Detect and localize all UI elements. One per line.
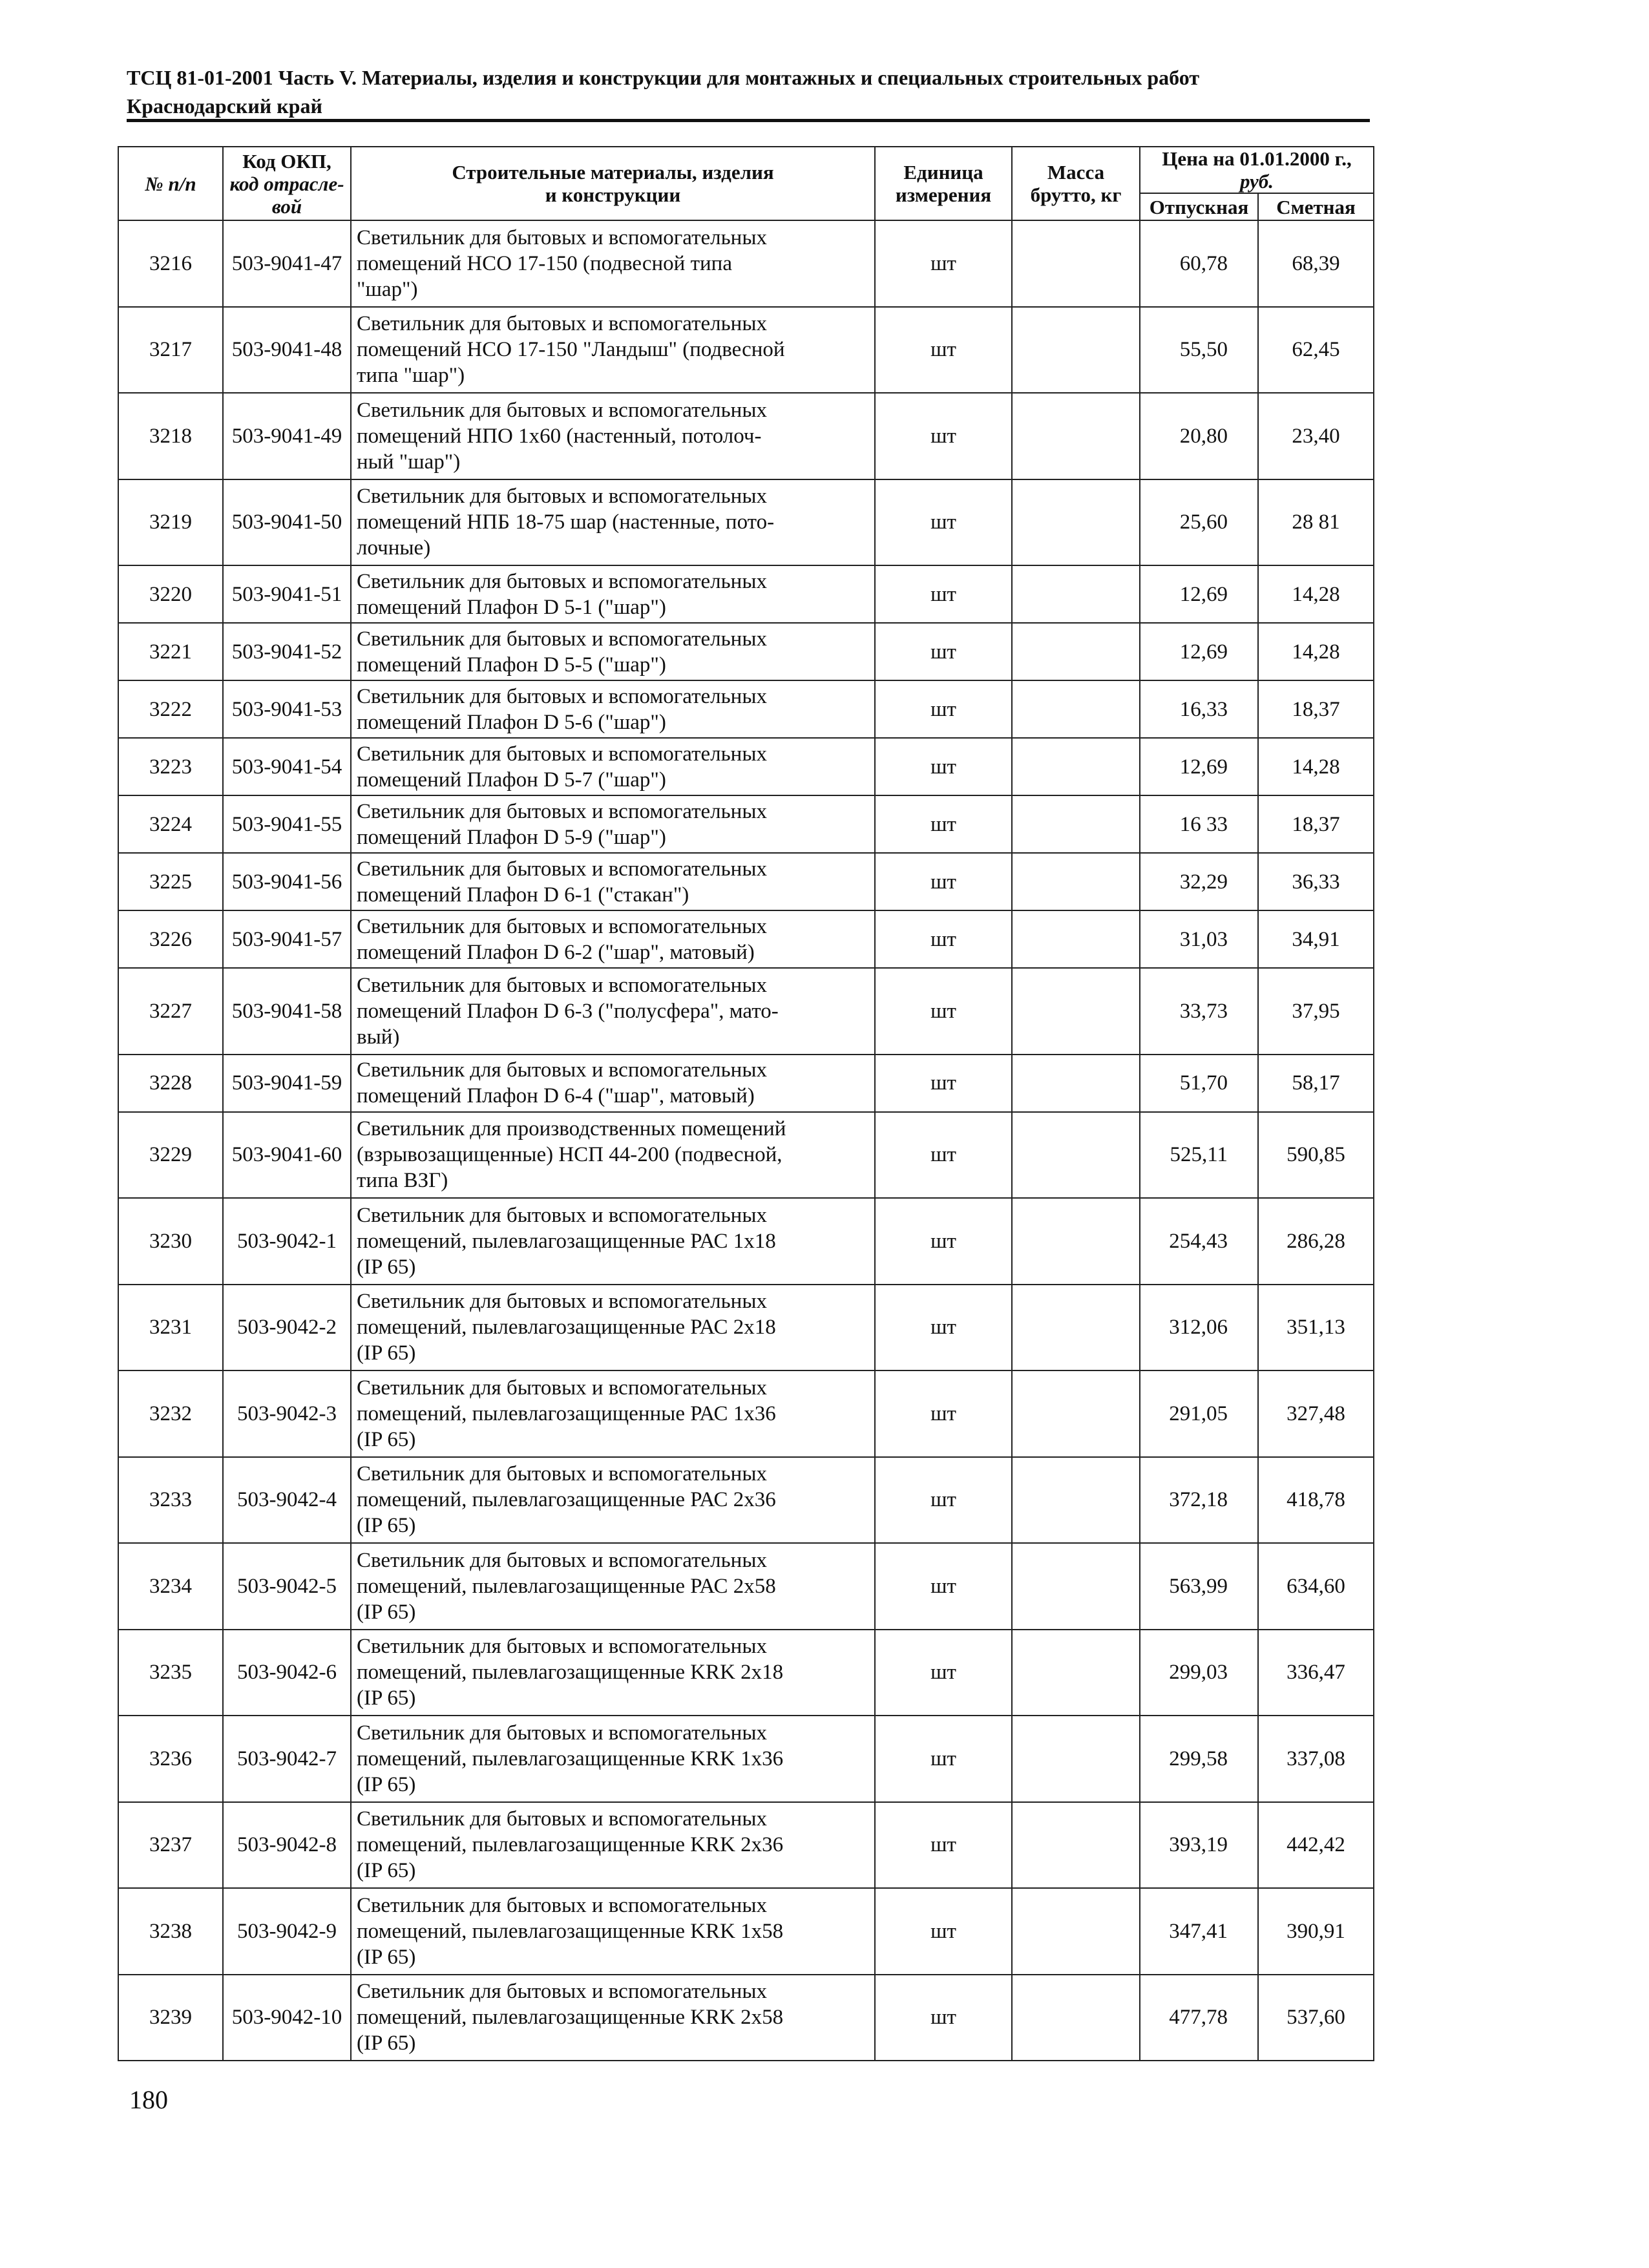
cell-mass [1012, 1112, 1140, 1199]
table-row [118, 1285, 1374, 1371]
cell-num: 3222 [118, 680, 223, 738]
cell-name [351, 1198, 875, 1285]
cell-estimate-price: 14,28 [1258, 623, 1374, 680]
cell-mass [1012, 565, 1140, 623]
cell-name-line: типа ВЗГ) [357, 1169, 448, 1193]
cell-code: 503-9042-2 [223, 1285, 351, 1371]
table-row [118, 680, 1374, 738]
header-rule [127, 119, 1370, 122]
cell-name-line: Светильник для бытовых и вспомогательных [357, 1548, 767, 1572]
cell-code: 503-9041-49 [223, 393, 351, 479]
cell-num: 3235 [118, 1630, 223, 1716]
cell-unit: шт [875, 738, 1012, 795]
cell-unit: шт [875, 1285, 1012, 1371]
cell-code: 503-9041-47 [223, 220, 351, 307]
table-row [118, 1888, 1374, 1975]
cell-name [351, 1285, 875, 1371]
cell-name-line: помещений, пылевлагозащищенные РАС 2х18 [357, 1316, 776, 1339]
cell-code: 503-9041-57 [223, 910, 351, 968]
cell-name [351, 1112, 875, 1199]
cell-code: 503-9041-50 [223, 479, 351, 566]
cell-mass [1012, 1457, 1140, 1544]
cell-name-line: помещений Плафон D 5-9 ("шар") [357, 825, 666, 849]
cell-num: 3234 [118, 1543, 223, 1630]
cell-unit: шт [875, 795, 1012, 853]
col-header-mass-line1: Масса [1047, 161, 1105, 184]
table-row [118, 1370, 1374, 1457]
cell-code: 503-9041-48 [223, 307, 351, 394]
cell-name-line: помещений Плафон D 6-2 ("шар", матовый) [357, 940, 755, 964]
table-row [118, 853, 1374, 910]
cell-mass [1012, 738, 1140, 795]
cell-name-line: Светильник для бытовых и вспомогательных [357, 1721, 767, 1745]
cell-mass [1012, 853, 1140, 910]
cell-name-line: Светильник для бытовых и вспомогательных [357, 1058, 767, 1082]
cell-name-line: Светильник для бытовых и вспомогательных [357, 1462, 767, 1486]
cell-name-line: помещений Плафон D 6-4 ("шар", матовый) [357, 1084, 755, 1108]
cell-code: 503-9042-7 [223, 1716, 351, 1802]
table-row [118, 1802, 1374, 1889]
cell-name [351, 795, 875, 853]
cell-mass [1012, 1285, 1140, 1371]
table-row [118, 968, 1374, 1055]
table-row [118, 623, 1374, 680]
cell-name-line: Светильник для бытовых и вспомогательных [357, 1807, 767, 1831]
cell-unit: шт [875, 1198, 1012, 1285]
col-header-unit-line2: измерения [895, 184, 992, 206]
col-header-code-line1: Код ОКП, [242, 149, 331, 173]
cell-num: 3238 [118, 1888, 223, 1975]
cell-code: 503-9041-56 [223, 853, 351, 910]
cell-estimate-price: 590,85 [1258, 1112, 1374, 1199]
cell-estimate-price: 37,95 [1258, 968, 1374, 1055]
cell-unit: шт [875, 853, 1012, 910]
table-body [118, 220, 1374, 2061]
cell-release-price: 60,78 [1140, 220, 1258, 307]
cell-code: 503-9041-58 [223, 968, 351, 1055]
cell-name [351, 1802, 875, 1889]
col-header-code [223, 147, 351, 220]
cell-estimate-price: 18,37 [1258, 680, 1374, 738]
cell-name-line: лочные) [357, 536, 431, 560]
cell-code: 503-9041-54 [223, 738, 351, 795]
table-row [118, 393, 1374, 479]
cell-mass [1012, 1888, 1140, 1975]
cell-name-line: помещений Плафон D 6-3 ("полусфера", мато- [357, 999, 779, 1023]
cell-num: 3233 [118, 1457, 223, 1544]
cell-name-line: помещений Плафон D 5-7 ("шар") [357, 768, 666, 792]
cell-num: 3221 [118, 623, 223, 680]
col-header-code-line3: вой [271, 194, 302, 218]
cell-estimate-price: 18,37 [1258, 795, 1374, 853]
col-header-release: Отпускная [1140, 193, 1258, 220]
cell-name [351, 623, 875, 680]
table-row [118, 1975, 1374, 2061]
col-header-unit [875, 147, 1012, 220]
cell-estimate-price: 337,08 [1258, 1716, 1374, 1802]
col-header-estimate: Сметная [1258, 193, 1374, 220]
cell-mass [1012, 307, 1140, 394]
cell-release-price: 477,78 [1140, 1975, 1258, 2061]
cell-name-line: Светильник для бытовых и вспомогательных [357, 1635, 767, 1659]
table-row [118, 1457, 1374, 1544]
cell-release-price: 393,19 [1140, 1802, 1258, 1889]
table-row [118, 910, 1374, 968]
cell-name-line: помещений НСО 17-150 "Ландыш" (подвесной [357, 338, 785, 362]
col-header-code-line2: код отрасле- [229, 172, 344, 195]
cell-unit: шт [875, 968, 1012, 1055]
table-row [118, 1543, 1374, 1630]
cell-name [351, 1370, 875, 1457]
cell-num: 3223 [118, 738, 223, 795]
cell-name-line: (IP 65) [357, 1255, 416, 1279]
cell-estimate-price: 537,60 [1258, 1975, 1374, 2061]
cell-estimate-price: 336,47 [1258, 1630, 1374, 1716]
header-region: Краснодарский край [127, 94, 322, 118]
page-number: 180 [129, 2085, 168, 2114]
document-header [127, 63, 1367, 120]
cell-release-price: 55,50 [1140, 307, 1258, 394]
cell-name-line: Светильник для бытовых и вспомогательных [357, 799, 767, 823]
cell-release-price: 51,70 [1140, 1055, 1258, 1112]
cell-name-line: Светильник для бытовых и вспомогательных [357, 226, 767, 249]
cell-num: 3224 [118, 795, 223, 853]
cell-name [351, 1888, 875, 1975]
table-row [118, 1112, 1374, 1199]
cell-release-price: 299,58 [1140, 1716, 1258, 1802]
cell-code: 503-9042-5 [223, 1543, 351, 1630]
cell-name [351, 393, 875, 479]
cell-estimate-price: 390,91 [1258, 1888, 1374, 1975]
cell-release-price: 563,99 [1140, 1543, 1258, 1630]
cell-name-line: помещений Плафон D 5-5 ("шар") [357, 653, 666, 677]
col-header-price-line2: руб. [1239, 170, 1274, 193]
cell-unit: шт [875, 1055, 1012, 1112]
cell-unit: шт [875, 307, 1012, 394]
col-header-price [1140, 147, 1374, 193]
cell-name [351, 220, 875, 307]
table-row [118, 1630, 1374, 1716]
cell-mass [1012, 1055, 1140, 1112]
col-header-unit-line1: Единица [903, 161, 983, 184]
cell-num: 3217 [118, 307, 223, 394]
table-row [118, 565, 1374, 623]
cell-code: 503-9042-10 [223, 1975, 351, 2061]
cell-name-line: помещений НПО 1х60 (настенный, потолоч- [357, 424, 762, 448]
cell-estimate-price: 23,40 [1258, 393, 1374, 479]
cell-release-price: 299,03 [1140, 1630, 1258, 1716]
cell-release-price: 12,69 [1140, 738, 1258, 795]
cell-code: 503-9041-52 [223, 623, 351, 680]
cell-estimate-price: 327,48 [1258, 1370, 1374, 1457]
cell-estimate-price: 14,28 [1258, 565, 1374, 623]
cell-unit: шт [875, 680, 1012, 738]
cell-num: 3219 [118, 479, 223, 566]
cell-name-line: помещений, пылевлагозащищенные KRK 2х36 [357, 1833, 784, 1857]
cell-mass [1012, 795, 1140, 853]
cell-name-line: (IP 65) [357, 1427, 416, 1451]
cell-name-line: помещений, пылевлагозащищенные KRK 2х58 [357, 2006, 784, 2030]
cell-name-line: Светильник для бытовых и вспомогательных [357, 1376, 767, 1400]
cell-num: 3228 [118, 1055, 223, 1112]
cell-release-price: 291,05 [1140, 1370, 1258, 1457]
col-header-name-line2: и конструкции [545, 184, 681, 206]
cell-name [351, 968, 875, 1055]
cell-estimate-price: 34,91 [1258, 910, 1374, 968]
cell-unit: шт [875, 1716, 1012, 1802]
cell-name-line: (IP 65) [357, 1514, 416, 1538]
cell-name-line: помещений НПБ 18-75 шар (настенные, пото- [357, 510, 775, 534]
cell-name-line: помещений, пылевлагозащищенные KRK 2х18 [357, 1661, 784, 1685]
header-title: ТСЦ 81-01-2001 Часть V. Материалы, изделия и конструкции для монтажных и специальных строительных работ [127, 66, 1200, 89]
cell-name-line: (IP 65) [357, 1945, 416, 1969]
cell-name-line: (взрывозащищенные) НСП 44-200 (подвесной, [357, 1143, 782, 1167]
cell-name-line: помещений, пылевлагозащищенные РАС 1х36 [357, 1402, 776, 1425]
cell-name-line: помещений, пылевлагозащищенные РАС 2х58 [357, 1574, 776, 1598]
cell-mass [1012, 479, 1140, 566]
cell-code: 503-9041-60 [223, 1112, 351, 1199]
cell-name-line: типа "шар") [357, 364, 465, 388]
col-header-name-line1: Строительные материалы, изделия [452, 161, 774, 184]
cell-name-line: Светильник для бытовых и вспомогательных [357, 1893, 767, 1917]
cell-name-line: помещений, пылевлагозащищенные РАС 2х36 [357, 1488, 776, 1512]
cell-name [351, 1457, 875, 1544]
cell-num: 3237 [118, 1802, 223, 1889]
cell-num: 3231 [118, 1285, 223, 1371]
cell-estimate-price: 14,28 [1258, 738, 1374, 795]
cell-release-price: 33,73 [1140, 968, 1258, 1055]
cell-name-line: помещений Плафон D 5-1 ("шар") [357, 595, 666, 619]
cell-code: 503-9041-53 [223, 680, 351, 738]
cell-mass [1012, 1630, 1140, 1716]
cell-num: 3232 [118, 1370, 223, 1457]
cell-num: 3218 [118, 393, 223, 479]
cell-num: 3220 [118, 565, 223, 623]
cell-unit: шт [875, 623, 1012, 680]
cell-code: 503-9042-4 [223, 1457, 351, 1544]
cell-estimate-price: 286,28 [1258, 1198, 1374, 1285]
price-table [118, 146, 1374, 2061]
cell-unit: шт [875, 479, 1012, 566]
cell-code: 503-9042-6 [223, 1630, 351, 1716]
cell-name-line: вый) [357, 1025, 400, 1049]
cell-name-line: Светильник для бытовых и вспомогательных [357, 627, 767, 651]
cell-name-line: Светильник для бытовых и вспомогательных [357, 684, 767, 708]
cell-name [351, 680, 875, 738]
cell-release-price: 16,33 [1140, 680, 1258, 738]
cell-name-line: Светильник для бытовых и вспомогательных [357, 914, 767, 938]
col-header-name [351, 147, 875, 220]
cell-release-price: 25,60 [1140, 479, 1258, 566]
table-row [118, 1055, 1374, 1112]
table-row [118, 1198, 1374, 1285]
cell-num: 3229 [118, 1112, 223, 1199]
cell-num: 3225 [118, 853, 223, 910]
table-row [118, 307, 1374, 394]
cell-estimate-price: 62,45 [1258, 307, 1374, 394]
table-row [118, 795, 1374, 853]
table-row [118, 1716, 1374, 1802]
cell-name-line: (IP 65) [357, 2032, 416, 2055]
cell-num: 3216 [118, 220, 223, 307]
cell-release-price: 12,69 [1140, 623, 1258, 680]
cell-unit: шт [875, 565, 1012, 623]
cell-code: 503-9042-1 [223, 1198, 351, 1285]
cell-num: 3236 [118, 1716, 223, 1802]
cell-estimate-price: 442,42 [1258, 1802, 1374, 1889]
cell-release-price: 16 33 [1140, 795, 1258, 853]
cell-estimate-price: 351,13 [1258, 1285, 1374, 1371]
cell-name [351, 738, 875, 795]
cell-mass [1012, 1370, 1140, 1457]
cell-release-price: 347,41 [1140, 1888, 1258, 1975]
col-header-mass [1012, 147, 1140, 220]
cell-mass [1012, 1802, 1140, 1889]
cell-release-price: 20,80 [1140, 393, 1258, 479]
cell-name [351, 1543, 875, 1630]
cell-estimate-price: 68,39 [1258, 220, 1374, 307]
cell-code: 503-9042-9 [223, 1888, 351, 1975]
header-row [118, 147, 1374, 193]
cell-name-line: (IP 65) [357, 1341, 416, 1365]
cell-unit: шт [875, 1975, 1012, 2061]
cell-name-line: "шар") [357, 277, 418, 301]
cell-name [351, 853, 875, 910]
cell-code: 503-9041-55 [223, 795, 351, 853]
cell-estimate-price: 28 81 [1258, 479, 1374, 566]
cell-name [351, 1975, 875, 2061]
cell-code: 503-9041-59 [223, 1055, 351, 1112]
cell-release-price: 372,18 [1140, 1457, 1258, 1544]
cell-mass [1012, 393, 1140, 479]
cell-release-price: 525,11 [1140, 1112, 1258, 1199]
cell-mass [1012, 623, 1140, 680]
cell-name-line: ный "шар") [357, 450, 461, 474]
cell-name-line: Светильник для бытовых и вспомогательных [357, 485, 767, 509]
cell-name-line: помещений Плафон D 5-6 ("шар") [357, 710, 666, 734]
cell-code: 503-9042-8 [223, 1802, 351, 1889]
cell-name [351, 479, 875, 566]
cell-name-line: Светильник для бытовых и вспомогательных [357, 1980, 767, 2004]
cell-estimate-price: 36,33 [1258, 853, 1374, 910]
cell-release-price: 32,29 [1140, 853, 1258, 910]
cell-release-price: 31,03 [1140, 910, 1258, 968]
table-row [118, 479, 1374, 566]
cell-name [351, 910, 875, 968]
cell-name-line: Светильник для бытовых и вспомогательных [357, 569, 767, 593]
cell-num: 3227 [118, 968, 223, 1055]
cell-name-line: Светильник для бытовых и вспомогательных [357, 973, 767, 997]
col-header-mass-line2: брутто, кг [1030, 184, 1122, 206]
cell-name-line: помещений НСО 17-150 (подвесной типа [357, 251, 732, 275]
cell-mass [1012, 1198, 1140, 1285]
cell-name [351, 1630, 875, 1716]
cell-name-line: помещений, пылевлагозащищенные KRK 1х36 [357, 1747, 784, 1770]
cell-unit: шт [875, 220, 1012, 307]
cell-name-line: (IP 65) [357, 1772, 416, 1796]
cell-num: 3226 [118, 910, 223, 968]
cell-name-line: (IP 65) [357, 1600, 416, 1624]
cell-name-line: (IP 65) [357, 1686, 416, 1710]
cell-mass [1012, 220, 1140, 307]
cell-code: 503-9041-51 [223, 565, 351, 623]
cell-name-line: Светильник для бытовых и вспомогательных [357, 742, 767, 766]
cell-name-line: Светильник для бытовых и вспомогательных [357, 857, 767, 881]
cell-unit: шт [875, 1370, 1012, 1457]
cell-name-line: Светильник для бытовых и вспомогательных [357, 1203, 767, 1227]
cell-unit: шт [875, 1888, 1012, 1975]
cell-estimate-price: 418,78 [1258, 1457, 1374, 1544]
table-row [118, 738, 1374, 795]
cell-unit: шт [875, 1457, 1012, 1544]
cell-mass [1012, 1716, 1140, 1802]
cell-mass [1012, 1975, 1140, 2061]
cell-estimate-price: 634,60 [1258, 1543, 1374, 1630]
col-header-price-line1: Цена на 01.01.2000 г., [1162, 147, 1352, 170]
cell-num: 3239 [118, 1975, 223, 2061]
cell-unit: шт [875, 910, 1012, 968]
cell-code: 503-9042-3 [223, 1370, 351, 1457]
cell-mass [1012, 680, 1140, 738]
cell-name [351, 1055, 875, 1112]
cell-mass [1012, 910, 1140, 968]
cell-name [351, 307, 875, 394]
cell-name-line: помещений Плафон D 6-1 ("стакан") [357, 883, 689, 907]
table-row [118, 220, 1374, 307]
cell-mass [1012, 1543, 1140, 1630]
cell-name-line: Светильник для бытовых и вспомогательных [357, 398, 767, 422]
cell-num: 3230 [118, 1198, 223, 1285]
cell-release-price: 312,06 [1140, 1285, 1258, 1371]
cell-name-line: Светильник для бытовых и вспомогательных [357, 312, 767, 336]
cell-name-line: помещений, пылевлагозащищенные РАС 1х18 [357, 1229, 776, 1253]
cell-release-price: 12,69 [1140, 565, 1258, 623]
cell-name [351, 1716, 875, 1802]
cell-name [351, 565, 875, 623]
cell-name-line: Светильник для бытовых и вспомогательных [357, 1290, 767, 1314]
cell-unit: шт [875, 1112, 1012, 1199]
cell-unit: шт [875, 1543, 1012, 1630]
cell-name-line: помещений, пылевлагозащищенные KRK 1х58 [357, 1919, 784, 1943]
cell-release-price: 254,43 [1140, 1198, 1258, 1285]
cell-mass [1012, 968, 1140, 1055]
cell-unit: шт [875, 393, 1012, 479]
col-header-num: № п/п [118, 147, 223, 220]
cell-unit: шт [875, 1802, 1012, 1889]
cell-name-line: Светильник для производственных помещений [357, 1117, 786, 1141]
cell-unit: шт [875, 1630, 1012, 1716]
cell-estimate-price: 58,17 [1258, 1055, 1374, 1112]
cell-name-line: (IP 65) [357, 1859, 416, 1883]
